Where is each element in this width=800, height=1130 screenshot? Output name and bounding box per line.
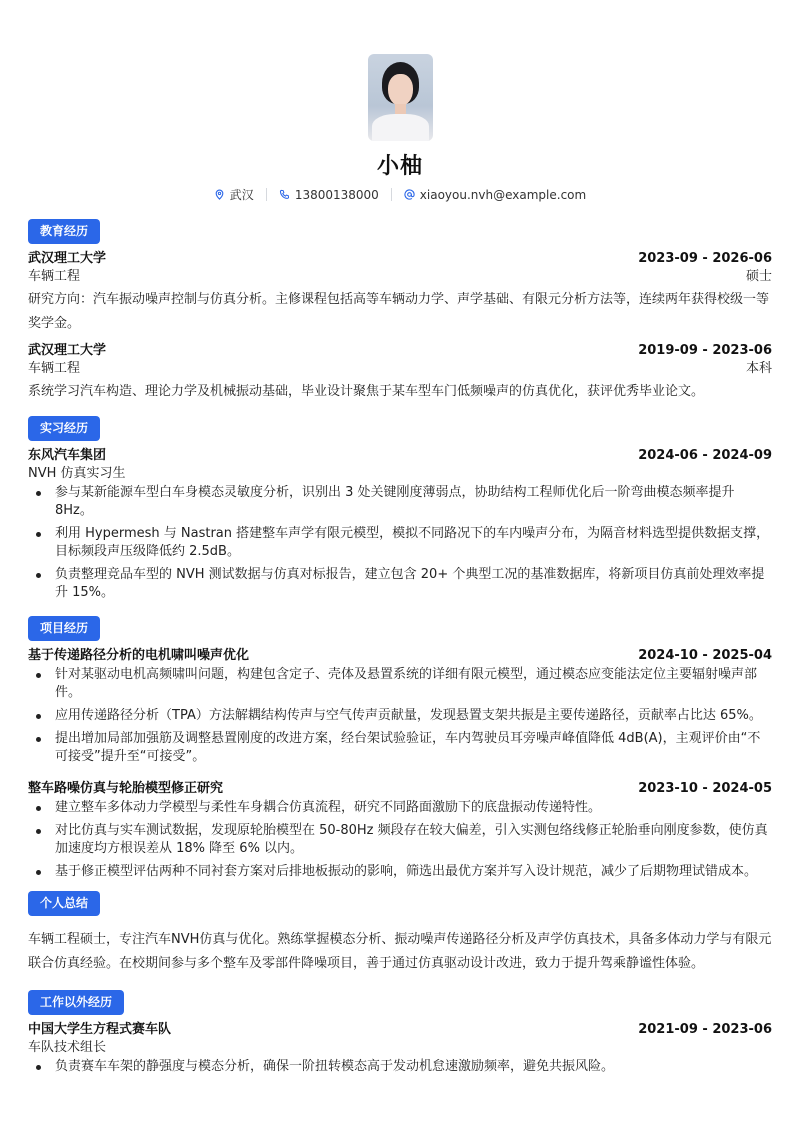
project-name: 整车路噪仿真与轮胎模型修正研究 bbox=[28, 781, 224, 796]
job-role: NVH 仿真实习生 bbox=[28, 466, 126, 481]
bullet-item: 建立整车多体动力学模型与柔性车身耦合仿真流程，研究不同路面激励下的底盘振动传递特性。 bbox=[28, 799, 772, 817]
project-entry bbox=[28, 780, 772, 881]
bullet-list bbox=[28, 484, 772, 602]
contact-location bbox=[214, 186, 254, 203]
date-range: 2024-06 - 2024-09 bbox=[638, 448, 772, 463]
project-name: 基于传递路径分析的电机啸叫噪声优化 bbox=[28, 648, 250, 663]
bullet-item: 利用 Hypermesh 与 Nastran 搭建整车声学有限元模型，模拟不同路况下的车内噪声分布，为隔音材料选型提供数据支撑，目标频段声压级降低约 2.5dB。 bbox=[28, 525, 772, 561]
date-range: 2023-09 - 2026-06 bbox=[638, 251, 772, 266]
section-heading-education: 教育经历 bbox=[28, 219, 100, 244]
contact-row bbox=[28, 186, 772, 203]
bullet-list bbox=[28, 799, 772, 881]
major: 车辆工程 bbox=[28, 269, 81, 284]
section-heading-extracurricular: 工作以外经历 bbox=[28, 990, 124, 1015]
location-pin-icon bbox=[214, 189, 225, 200]
contact-divider bbox=[391, 188, 392, 201]
internship-entry bbox=[28, 447, 772, 602]
bullet-item: 提出增加局部加强筋及调整悬置刚度的改进方案，经台架试验验证，车内驾驶员耳旁噪声峰值降低 4dB(A)，主观评价由“不可接受”提升至“可接受”。 bbox=[28, 730, 772, 766]
projects-section bbox=[28, 616, 772, 881]
summary-text: 车辆工程硕士，专注汽车NVH仿真与优化。熟练掌握模态分析、振动噪声传递路径分析及声学仿真技术，具备多体动力学与有限元联合仿真经验。在校期间参与多个整车及零部件降噪项目，善于通过仿真驱动设计改进，致力于提升驾乘静谧性体验。 bbox=[28, 932, 772, 971]
education-section bbox=[28, 219, 772, 404]
summary-section bbox=[28, 891, 772, 976]
contact-phone bbox=[279, 188, 379, 202]
education-description: 系统学习汽车构造、理论力学及机械振动基础，毕业设计聚焦于某车型车门低频噪声的仿真优化，获评优秀毕业论文。 bbox=[28, 384, 705, 399]
section-heading-internship: 实习经历 bbox=[28, 416, 100, 441]
resume-header bbox=[28, 0, 772, 203]
phone-icon bbox=[279, 189, 290, 200]
candidate-name: 小柚 bbox=[376, 154, 423, 179]
education-entry bbox=[28, 250, 772, 336]
phone-text: 13800138000 bbox=[294, 187, 379, 202]
date-range: 2019-09 - 2023-06 bbox=[638, 343, 772, 358]
internship-section bbox=[28, 416, 772, 602]
contact-divider bbox=[266, 188, 267, 201]
degree: 本科 bbox=[745, 361, 772, 376]
section-heading-projects: 项目经历 bbox=[28, 616, 100, 641]
bullet-item: 负责赛车车架的静强度与模态分析，确保一阶扭转模态高于发动机怠速激励频率，避免共振风险。 bbox=[28, 1058, 772, 1076]
education-entry bbox=[28, 342, 772, 404]
location-text: 武汉 bbox=[229, 188, 254, 202]
bullet-item: 对比仿真与实车测试数据，发现原轮胎模型在 50-80Hz 频段存在较大偏差，引入实测包络线修正轮胎垂向刚度参数，使仿真加速度均方根误差从 18% 降至 6% 以内。 bbox=[28, 822, 772, 858]
date-range: 2023-10 - 2024-05 bbox=[638, 781, 772, 796]
at-sign-icon bbox=[404, 189, 415, 200]
contact-email[interactable] bbox=[404, 188, 586, 202]
bullet-list bbox=[28, 666, 772, 766]
company-name: 东风汽车集团 bbox=[28, 448, 107, 463]
school-name: 武汉理工大学 bbox=[28, 251, 107, 266]
bullet-item: 负责整理竞品车型的 NVH 测试数据与仿真对标报告，建立包含 20+ 个典型工况的基准数据库，将新项目仿真前处理效率提升 15%。 bbox=[28, 566, 772, 602]
bullet-item: 应用传递路径分析（TPA）方法解耦结构传声与空气传声贡献量，发现悬置支架共振是主要传递路径，贡献率占比达 65%。 bbox=[28, 707, 772, 725]
extracurricular-entry bbox=[28, 1021, 772, 1076]
section-heading-summary: 个人总结 bbox=[28, 891, 100, 916]
bullet-list bbox=[28, 1058, 772, 1076]
team-role: 车队技术组长 bbox=[28, 1040, 107, 1055]
date-range: 2024-10 - 2025-04 bbox=[638, 648, 772, 663]
school-name: 武汉理工大学 bbox=[28, 343, 107, 358]
bullet-item: 针对某驱动电机高频啸叫问题，构建包含定子、壳体及悬置系统的详细有限元模型，通过模态应变能法定位主要辐射噪声部件。 bbox=[28, 666, 772, 702]
major: 车辆工程 bbox=[28, 361, 81, 376]
bullet-item: 基于修正模型评估两种不同衬套方案对后排地板振动的影响，筛选出最优方案并写入设计规范，减少了后期物理试错成本。 bbox=[28, 863, 772, 881]
education-description: 研究方向：汽车振动噪声控制与仿真分析。主修课程包括高等车辆动力学、声学基础、有限元分析方法等，连续两年获得校级一等奖学金。 bbox=[28, 292, 770, 331]
bullet-item: 参与某新能源车型白车身模态灵敏度分析，识别出 3 处关键刚度薄弱点，协助结构工程师优化后一阶弯曲模态频率提升 8Hz。 bbox=[28, 484, 772, 520]
organization-name: 中国大学生方程式赛车队 bbox=[28, 1022, 172, 1037]
extracurricular-section bbox=[28, 990, 772, 1076]
date-range: 2021-09 - 2023-06 bbox=[638, 1022, 772, 1037]
degree: 硕士 bbox=[745, 269, 772, 284]
email-text[interactable]: xiaoyou.nvh@example.com bbox=[419, 187, 587, 202]
profile-photo bbox=[368, 54, 433, 141]
project-entry bbox=[28, 647, 772, 766]
